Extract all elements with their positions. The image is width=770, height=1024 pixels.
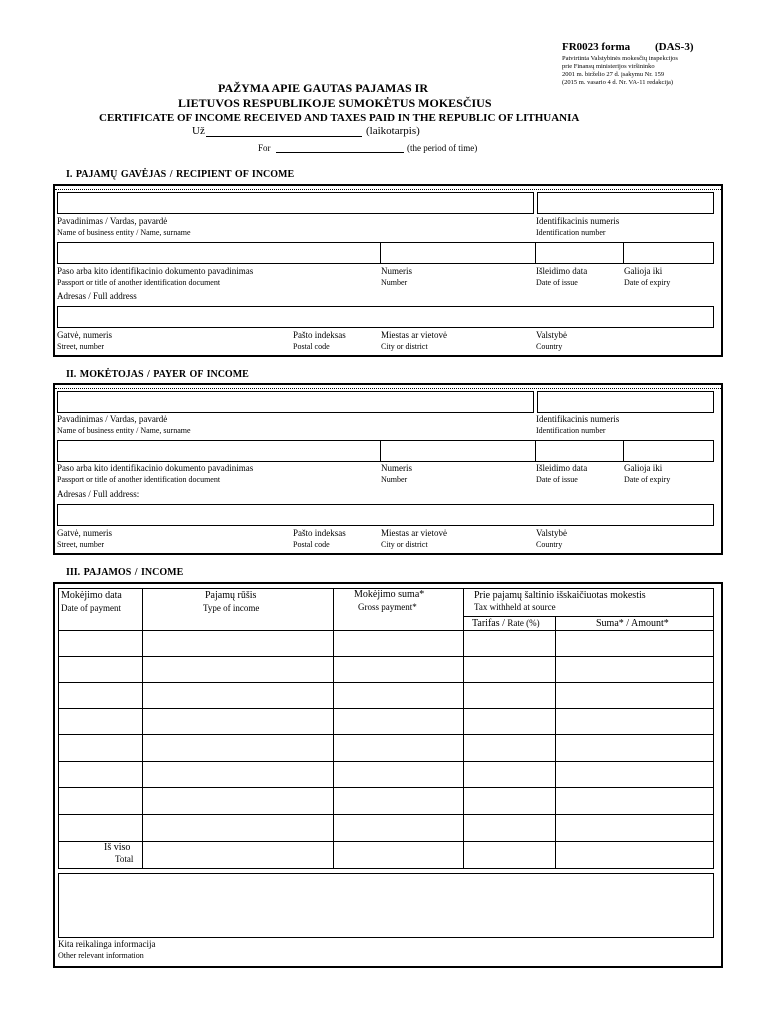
label: Miestas ar vietovė	[381, 528, 447, 538]
label: Street, number	[57, 540, 105, 549]
label: Postal code	[293, 540, 330, 549]
total-label-en: Total	[115, 854, 134, 864]
label: Identifikacinis numeris	[536, 216, 620, 226]
approval-line: 2001 m. birželio 27 d. įsakymu Nr. 159	[562, 71, 665, 78]
period-lt-field[interactable]	[206, 136, 362, 137]
label: Postal code	[293, 342, 330, 351]
label: Gatvė, numeris	[57, 528, 112, 538]
label: Number	[381, 475, 408, 484]
form-code: FR0023 forma	[562, 41, 631, 53]
title-lt-line-2: LIETUVOS RESPUBLIKOJE SUMOKĖTUS MOKESČIUS	[178, 96, 492, 110]
col-header-rate: Tarifas / Rate (%)	[472, 618, 540, 629]
title-en: CERTIFICATE OF INCOME RECEIVED AND TAXES PAID IN THE REPUBLIC OF LITHUANIA	[99, 112, 580, 124]
payer-heading: II. MOKĖTOJAS / PAYER OF INCOME	[66, 369, 249, 380]
label: Valstybė	[536, 528, 567, 538]
label: Paso arba kito identifikacinio dokumento pavadinimas	[57, 463, 254, 473]
label: Pašto indeksas	[293, 330, 346, 340]
income-heading: III. PAJAMOS / INCOME	[66, 567, 184, 578]
form-das-code: (DAS-3)	[655, 41, 694, 53]
payer-document-field[interactable]	[57, 440, 714, 462]
label: Valstybė	[536, 330, 567, 340]
label: Numeris	[381, 266, 412, 276]
label: Name of business entity / Name, surname	[57, 228, 191, 237]
label: City or district	[381, 342, 428, 351]
label: Country	[536, 540, 563, 549]
label: Passport or title of another identification document	[57, 278, 221, 287]
address-label: Adresas / Full address:	[57, 489, 140, 499]
label: Street, number	[57, 342, 105, 351]
recipient-id-field[interactable]	[537, 192, 714, 214]
label: Pašto indeksas	[293, 528, 346, 538]
label: Identification number	[536, 228, 606, 237]
label: Name of business entity / Name, surname	[57, 426, 191, 435]
period-en-suffix: (the period of time)	[407, 143, 478, 153]
col-header-date: Mokėjimo data	[61, 590, 122, 601]
approval-line: (2015 m. vasario 4 d. Nr. VA-11 redakcija)	[562, 79, 674, 86]
table-row[interactable]	[58, 814, 714, 841]
label: Pavadinimas / Vardas, pavardė	[57, 216, 168, 226]
other-info-field[interactable]	[58, 873, 714, 938]
table-row[interactable]	[58, 656, 714, 682]
period-en-field[interactable]	[276, 152, 404, 153]
label: Date of issue	[536, 475, 578, 484]
period-lt-prefix: Už	[192, 125, 205, 137]
label: Date of expiry	[624, 475, 671, 484]
label: Išleidimo data	[536, 463, 588, 473]
recipient-name-field[interactable]	[57, 192, 534, 214]
label: City or district	[381, 540, 428, 549]
approval-line: Patvirtinta Valstybinės mokesčių inspekcijos	[562, 55, 678, 62]
table-row[interactable]	[58, 761, 714, 787]
label: Identification number	[536, 426, 606, 435]
payer-address-field[interactable]	[57, 504, 714, 526]
other-info-label-en: Other relevant information	[58, 951, 144, 960]
col-header-type: Pajamų rūšis	[205, 590, 257, 601]
label: Pavadinimas / Vardas, pavardė	[57, 414, 168, 424]
col-header-amount: Suma* / Amount*	[596, 618, 669, 629]
table-row[interactable]	[58, 630, 714, 656]
label: Date of issue	[536, 278, 578, 287]
col-header-tax-en: Tax withheld at source	[474, 602, 556, 612]
recipient-document-field[interactable]	[57, 242, 714, 264]
period-lt-suffix: (laikotarpis)	[366, 125, 420, 137]
col-header-gross: Mokėjimo suma*	[354, 589, 425, 600]
label: Paso arba kito identifikacinio dokumento pavadinimas	[57, 266, 254, 276]
payer-id-field[interactable]	[537, 391, 714, 413]
table-row[interactable]	[58, 787, 714, 814]
table-row[interactable]	[58, 734, 714, 761]
label: Number	[381, 278, 408, 287]
label: Miestas ar vietovė	[381, 330, 447, 340]
other-info-label: Kita reikalinga informacija	[58, 939, 156, 949]
label: Date of expiry	[624, 278, 671, 287]
total-label: Iš viso	[104, 842, 131, 853]
period-en-prefix: For	[258, 143, 271, 153]
approval-line: prie Finansų ministerijos viršininko	[562, 63, 655, 70]
label: Country	[536, 342, 563, 351]
address-label: Adresas / Full address	[57, 291, 137, 301]
label: Numeris	[381, 463, 412, 473]
recipient-address-field[interactable]	[57, 306, 714, 328]
payer-name-field[interactable]	[57, 391, 534, 413]
label: Galioja iki	[624, 463, 663, 473]
label: Galioja iki	[624, 266, 663, 276]
col-header-tax: Prie pajamų šaltinio išskaičiuotas mokestis	[474, 590, 646, 601]
col-header-type-en: Type of income	[203, 603, 260, 613]
col-header-gross-en: Gross payment*	[358, 602, 417, 612]
title-lt-line-1: PAŽYMA APIE GAUTAS PAJAMAS IR	[218, 81, 429, 95]
recipient-heading: I. PAJAMŲ GAVĖJAS / RECIPIENT OF INCOME	[66, 169, 295, 180]
label: Passport or title of another identification document	[57, 475, 221, 484]
table-row[interactable]	[58, 708, 714, 734]
label: Išleidimo data	[536, 266, 588, 276]
table-row[interactable]	[58, 682, 714, 708]
label: Identifikacinis numeris	[536, 414, 620, 424]
label: Gatvė, numeris	[57, 330, 112, 340]
col-header-date-en: Date of payment	[61, 603, 121, 613]
